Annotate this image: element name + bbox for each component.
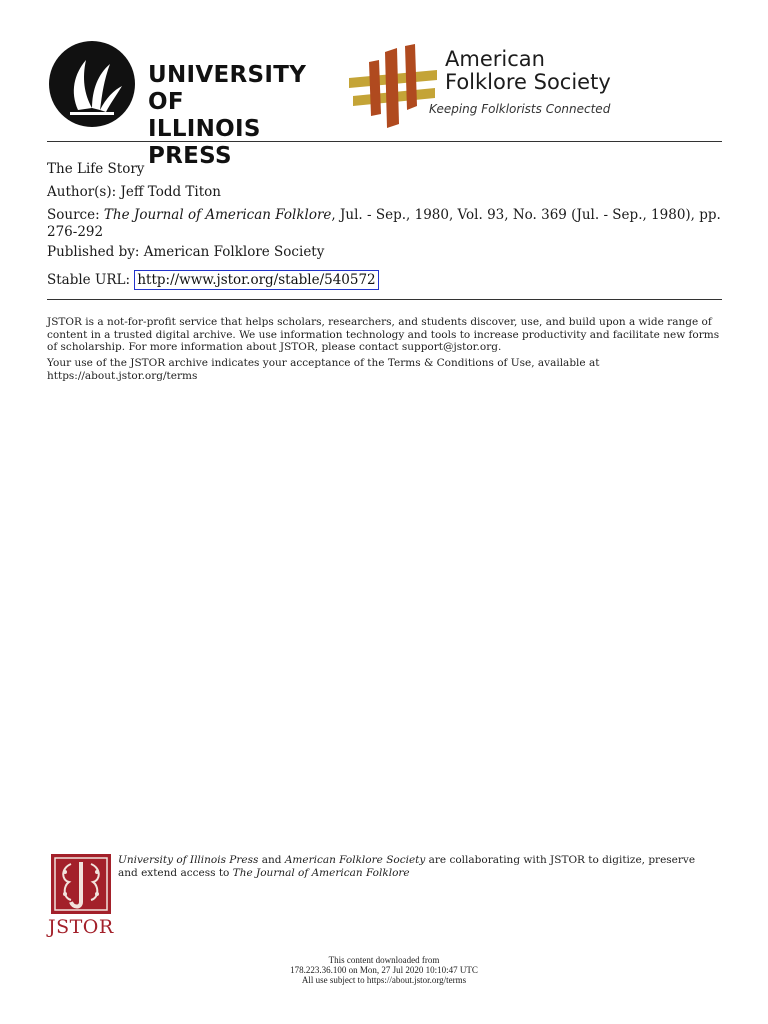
illinois-press-seal-icon bbox=[48, 40, 136, 128]
jstor-ornament-icon bbox=[51, 854, 111, 914]
footer-line3: All use subject to https://about.jstor.org/terms bbox=[301, 975, 467, 985]
publisher-label: Published by: bbox=[47, 244, 140, 260]
jstor-about-notice: JSTOR is a not-for-profit service that helps scholars, researchers, and students discover, use, and build upon a wide range of content in a trusted digital archive. We use information technology and tools to increase productivity and facilitate new forms of scholarship. For more information about JSTOR, please contact support@jstor.org. bbox=[47, 316, 720, 353]
collab-org-illinois: University of Illinois Press bbox=[118, 854, 259, 866]
source-line bbox=[47, 207, 722, 241]
article-title: The Life Story bbox=[47, 161, 145, 177]
footer-line2: 178.223.36.100 on Mon, 27 Jul 2020 10:10:47 UTC bbox=[290, 965, 478, 975]
metadata-divider bbox=[47, 299, 722, 300]
jstor-logo bbox=[48, 854, 114, 938]
university-of-illinois-press-logo bbox=[48, 40, 348, 169]
stable-url-label: Stable URL: bbox=[47, 272, 131, 288]
afs-wordmark bbox=[445, 48, 611, 94]
footer-line1: This content downloaded from bbox=[328, 955, 440, 965]
afs-name-line2: Folklore Society bbox=[445, 70, 611, 94]
source-details: , Jul. - Sep., 1980, Vol. 93, No. 369 (Jul. - Sep., 1980), pp. 276-292 bbox=[47, 207, 721, 240]
collab-journal: The Journal of American Folklore bbox=[232, 867, 410, 879]
collab-middle: are collaborating with JSTOR to digitize, preserve and extend access to bbox=[118, 854, 696, 879]
afs-tagline: Keeping Folklorists Connected bbox=[423, 100, 611, 118]
stable-url-line bbox=[47, 272, 722, 289]
header-divider bbox=[47, 141, 722, 142]
american-folklore-society-logo bbox=[345, 44, 645, 130]
uip-wordmark bbox=[148, 62, 348, 170]
collab-org-afs: American Folklore Society bbox=[284, 854, 426, 866]
uip-name-line2: ILLINOIS PRESS bbox=[148, 116, 261, 169]
uip-name-line1: UNIVERSITY OF bbox=[148, 62, 307, 115]
publisher-name: American Folklore Society bbox=[143, 244, 325, 260]
source-journal: The Journal of American Folklore bbox=[103, 207, 332, 223]
author-name: Jeff Todd Titon bbox=[120, 184, 221, 200]
collab-and: and bbox=[258, 854, 285, 866]
afs-name-line1: American bbox=[445, 47, 545, 71]
author-line bbox=[47, 184, 722, 201]
author-label: Author(s): bbox=[47, 184, 117, 200]
jstor-wordmark: JSTOR bbox=[48, 916, 114, 938]
collaboration-statement bbox=[118, 854, 718, 880]
source-label: Source: bbox=[47, 207, 100, 223]
stable-url-link[interactable]: http://www.jstor.org/stable/540572 bbox=[134, 270, 378, 290]
download-footer bbox=[184, 955, 584, 985]
terms-of-use-notice: Your use of the JSTOR archive indicates your acceptance of the Terms & Conditions of Use, available at https://about.jstor.org/terms bbox=[47, 357, 600, 382]
jstor-emblem bbox=[51, 854, 111, 914]
publisher-line bbox=[47, 244, 722, 261]
